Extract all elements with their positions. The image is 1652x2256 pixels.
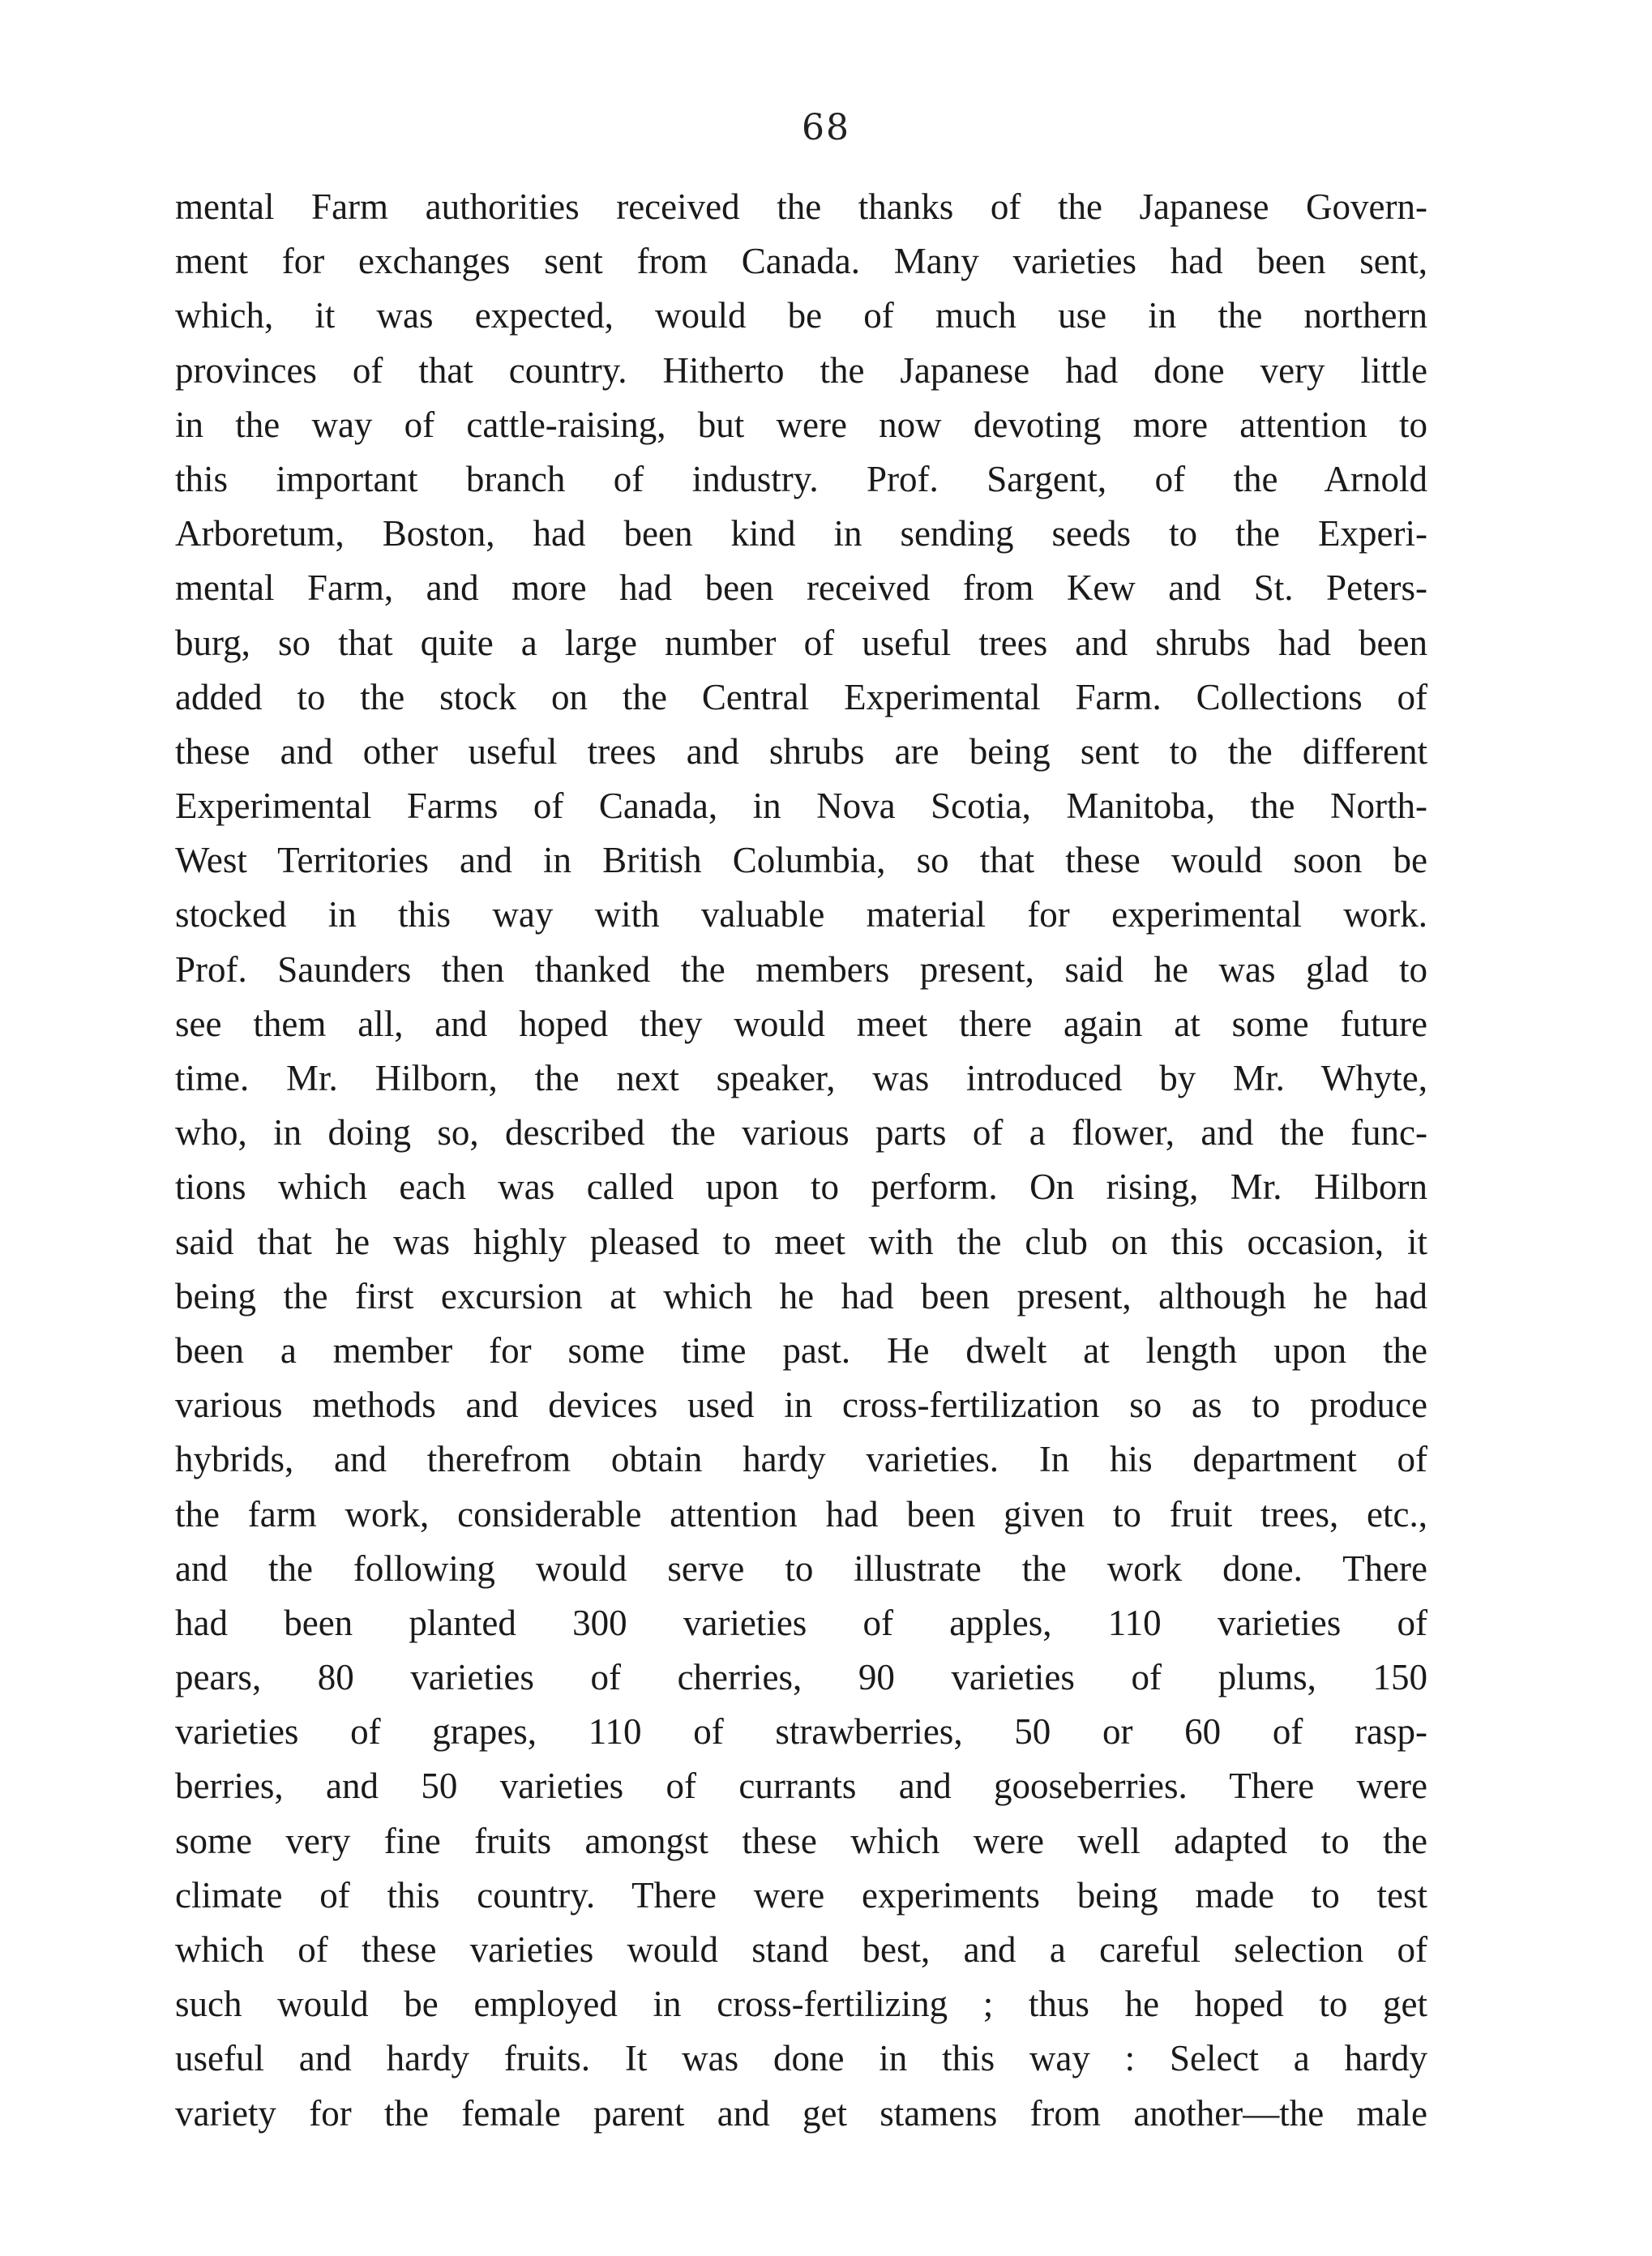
text-line: this important branch of industry. Prof. Sargent, of the Arnold xyxy=(175,458,1427,499)
text-line: stocked in this way with valuable material for experimental work. xyxy=(175,894,1427,935)
text-line: some very fine fruits amongst these which were well adapted to the xyxy=(175,1820,1427,1861)
text-line: said that he was highly pleased to meet with the club on this occasion, it xyxy=(175,1221,1427,1262)
text-line: Arboretum, Boston, had been kind in sending seeds to the Experi- xyxy=(175,513,1427,554)
text-line: useful and hardy fruits. It was done in this way : Select a hardy xyxy=(175,2038,1427,2079)
text-line: various methods and devices used in cross-fertilization so as to produce xyxy=(175,1385,1427,1426)
text-line: which, it was expected, would be of much use in the northern xyxy=(175,295,1427,336)
text-line: climate of this country. There were experiments being made to test xyxy=(175,1874,1427,1916)
text-line: being the first excursion at which he had been present, although he had xyxy=(175,1275,1427,1316)
text-line: see them all, and hoped they would meet there again at some future xyxy=(175,1003,1427,1044)
page-number: 68 xyxy=(802,107,850,148)
text-line: berries, and 50 varieties of currants and gooseberries. There were xyxy=(175,1766,1427,1807)
text-line: added to the stock on the Central Experimental Farm. Collections of xyxy=(175,676,1427,717)
text-line: pears, 80 varieties of cherries, 90 varieties of plums, 150 xyxy=(175,1657,1427,1698)
text-line: been a member for some time past. He dwelt at length upon the xyxy=(175,1329,1427,1371)
text-line: tions which each was called upon to perform. On rising, Mr. Hilborn xyxy=(175,1167,1427,1208)
text-line: time. Mr. Hilborn, the next speaker, was introduced by Mr. Whyte, xyxy=(175,1058,1427,1098)
body-text xyxy=(175,180,1427,2141)
text-line: mental Farm, and more had been received from Kew and St. Peters- xyxy=(175,567,1427,609)
text-line: mental Farm authorities received the thanks of the Japanese Govern- xyxy=(175,186,1427,227)
text-line: provinces of that country. Hitherto the Japanese had done very little xyxy=(175,349,1427,391)
text-line: hybrids, and therefrom obtain hardy varieties. In his department of xyxy=(175,1439,1427,1480)
text-line: the farm work, considerable attention had been given to fruit trees, etc., xyxy=(175,1493,1427,1535)
text-line: and the following would serve to illustrate the work done. There xyxy=(175,1548,1427,1589)
text-line: Prof. Saunders then thanked the members present, said he was glad to xyxy=(175,948,1427,990)
text-line: which of these varieties would stand best, and a careful selection of xyxy=(175,1929,1427,1970)
text-line: such would be employed in cross-fertilizing ; thus he hoped to get xyxy=(175,1984,1427,2025)
text-line: in the way of cattle-raising, but were now devoting more attention to xyxy=(175,404,1427,445)
text-line: had been planted 300 varieties of apples, 110 varieties of xyxy=(175,1602,1427,1643)
text-line: burg, so that quite a large number of useful trees and shrubs had been xyxy=(175,622,1427,663)
text-line: who, in doing so, described the various parts of a flower, and the func- xyxy=(175,1112,1427,1154)
text-line: West Territories and in British Columbia, so that these would soon be xyxy=(175,840,1427,881)
text-line: varieties of grapes, 110 of strawberries, 50 or 60 of rasp- xyxy=(175,1711,1427,1753)
text-line: Experimental Farms of Canada, in Nova Scotia, Manitoba, the North- xyxy=(175,786,1427,827)
text-line: variety for the female parent and get stamens from another—the male xyxy=(175,2092,1427,2134)
text-line: these and other useful trees and shrubs are being sent to the different xyxy=(175,730,1427,772)
text-line: ment for exchanges sent from Canada. Many varieties had been sent, xyxy=(175,241,1427,282)
